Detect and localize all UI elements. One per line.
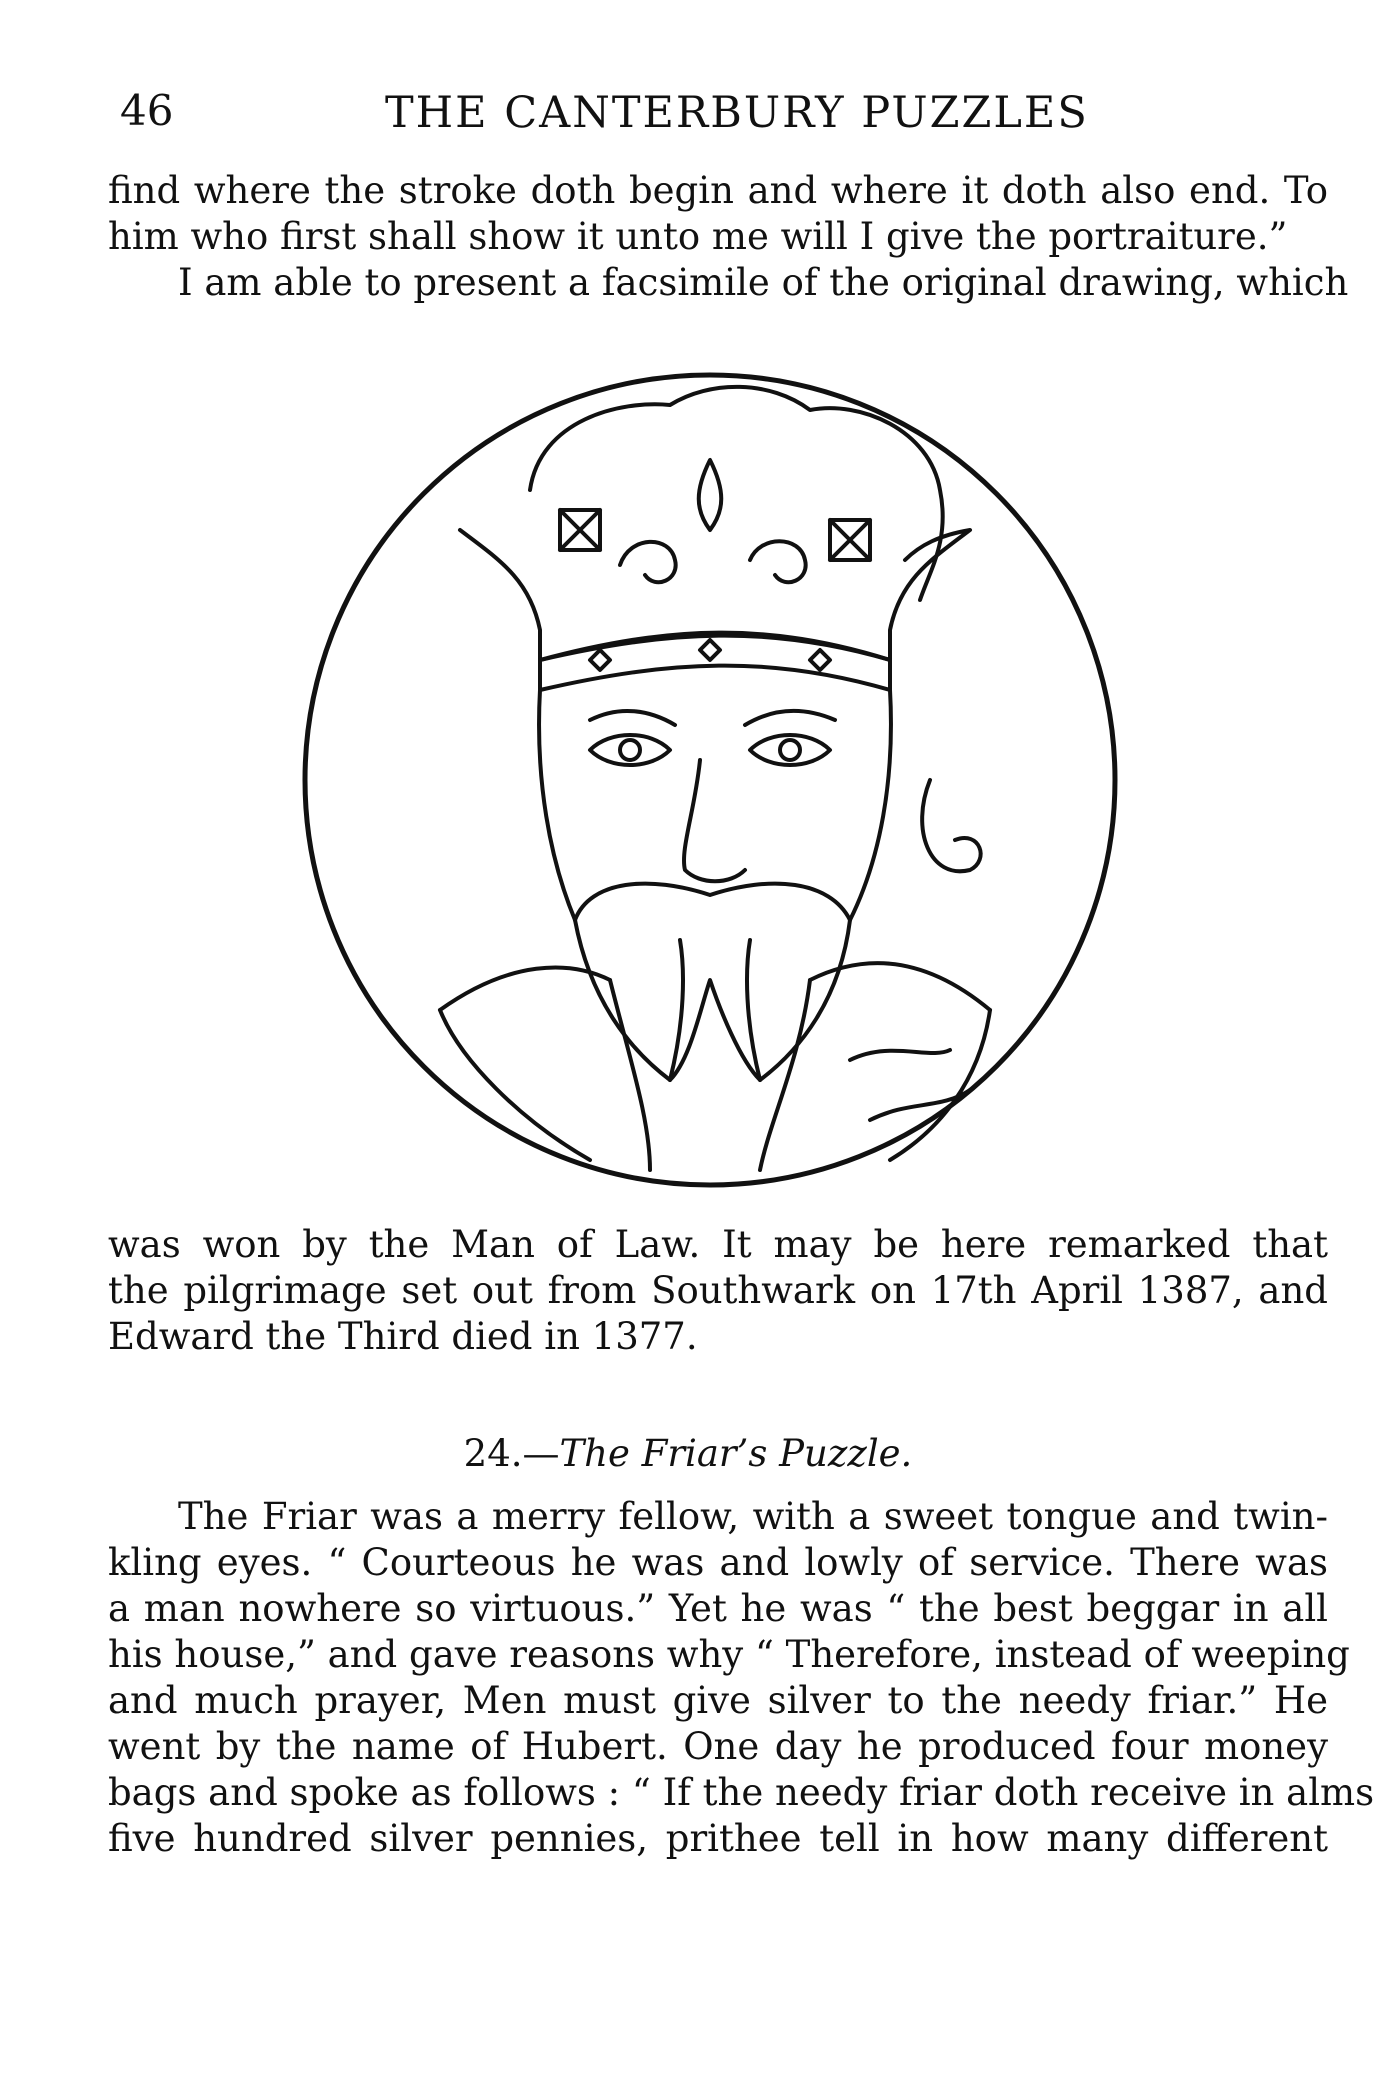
text-line: five hundred silver pennies, prithee tell in how many different (108, 1817, 1328, 1860)
text-line: the pilgrimage set out from Southwark on 17th April 1387, and (108, 1269, 1328, 1312)
text-line: his house,” and gave reasons why “ Therefore, instead of weeping (108, 1633, 1350, 1676)
text-line: was won by the Man of Law. It may be here remarked that (108, 1223, 1328, 1266)
page-number: 46 (120, 86, 174, 135)
crown (460, 460, 970, 690)
text-line: a man nowhere so virtuous.” Yet he was “ the best beggar in all (108, 1587, 1328, 1630)
portrait-frame-circle (305, 375, 1115, 1185)
section-heading (0, 1432, 1376, 1475)
text-line: went by the name of Hubert. One day he produced four money (108, 1725, 1328, 1768)
text-line: find where the stroke doth begin and where it doth also end. To (108, 169, 1328, 212)
text-line: and much prayer, Men must give silver to the needy friar.” He (108, 1679, 1328, 1722)
paragraph-top (108, 168, 1349, 306)
text-line: I am able to present a facsimile of the original drawing, which (178, 261, 1349, 304)
section-title: The Friar’s Puzzle. (559, 1432, 913, 1475)
text-line: bags and spoke as follows : “ If the needy friar doth receive in alms (108, 1771, 1375, 1814)
text-line: kling eyes. “ Courteous he was and lowly of service. There was (108, 1541, 1328, 1584)
paragraph-friar (108, 1494, 1375, 1862)
text-line: him who first shall show it unto me will I give the portraiture.” (108, 215, 1288, 258)
running-head: THE CANTERBURY PUZZLES (385, 88, 1089, 138)
king-portrait-illustration (290, 360, 1130, 1200)
section-number: 24.— (463, 1432, 560, 1475)
hair-outline (530, 387, 943, 600)
text-line: Edward the Third died in 1377. (108, 1315, 698, 1358)
text-line: The Friar was a merry fellow, with a sweet tongue and twin- (178, 1495, 1328, 1538)
paragraph-after-figure (108, 1222, 1328, 1360)
